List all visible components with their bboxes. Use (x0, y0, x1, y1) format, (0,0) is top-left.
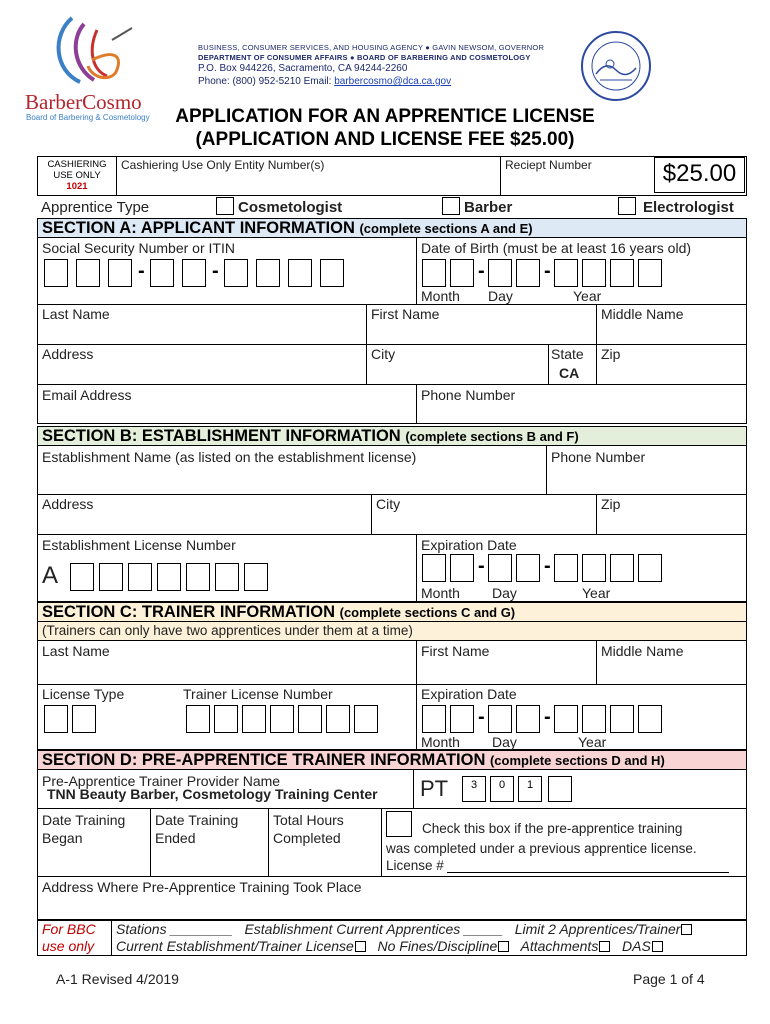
exp-digit[interactable] (516, 554, 540, 582)
trainer-license-digit[interactable] (186, 705, 210, 733)
dob-digit[interactable] (554, 259, 578, 287)
first-name-label: First Name (371, 306, 440, 322)
entity-label: Cashiering Use Only Entity Number(s) (121, 158, 325, 172)
est-address-label: Address (42, 496, 94, 512)
ssn-label: Social Security Number or ITIN (42, 240, 235, 256)
divider (37, 684, 747, 685)
electrologist-label: Electrologist (643, 199, 734, 216)
license-digit[interactable] (128, 563, 152, 591)
logo-subtext: Board of Barbering & Cosmetology (26, 113, 150, 122)
exp-digit[interactable] (422, 554, 446, 582)
trainer-license-digit[interactable] (354, 705, 378, 733)
dob-digit[interactable] (488, 259, 512, 287)
ssn-digit[interactable] (76, 259, 100, 287)
address-label: Address (42, 346, 94, 362)
section-b-sub: (complete sections B and F) (405, 429, 579, 444)
pt-digit[interactable]: 0 (490, 776, 514, 802)
check-text-1: Check this box if the pre-apprentice training (422, 821, 683, 836)
section-c-sub: (complete sections C and G) (339, 605, 516, 620)
divider (381, 808, 382, 876)
trainer-last-name-label: Last Name (42, 643, 110, 659)
dob-year-label: Year (573, 288, 602, 304)
divider (37, 808, 747, 809)
divider (116, 156, 117, 196)
bbc-row-2 (116, 938, 663, 954)
revision-label: A-1 Revised 4/2019 (56, 971, 179, 987)
city-label: City (371, 346, 396, 362)
limit-label: Limit 2 Apprentices/Trainer (514, 921, 681, 937)
current-license-checkbox[interactable] (355, 941, 366, 952)
divider (37, 494, 747, 495)
divider (548, 344, 549, 384)
pt-digit[interactable] (548, 776, 572, 802)
dob-month-label: Month (421, 288, 460, 304)
ssn-digit[interactable] (182, 259, 206, 287)
est-day-label: Day (492, 585, 517, 601)
ssn-digit[interactable] (108, 259, 132, 287)
bbc-label-2: use only (42, 938, 95, 954)
section-d-title: SECTION D: PRE-APPRENTICE TRAINER INFORMATION (42, 751, 486, 769)
divider (546, 446, 547, 494)
divider (596, 304, 597, 384)
trainer-license-type-label: License Type (42, 686, 125, 702)
cashier-label-2: USE ONLY (53, 170, 101, 181)
pt-digit[interactable]: 3 (462, 776, 486, 802)
trainer-license-digit[interactable] (214, 705, 238, 733)
exp-digit[interactable] (638, 705, 662, 733)
current-apprentices-label: Establishment Current Apprentices _____ (244, 921, 504, 937)
trainer-license-number-label: Trainer License Number (183, 686, 333, 702)
provider-label: Pre-Apprentice Trainer Provider Name (42, 773, 281, 789)
section-c-note: (Trainers can only have two apprentices under them at a time) (42, 623, 413, 638)
section-a-title: SECTION A: APPLICANT INFORMATION (42, 219, 355, 237)
exp-digit[interactable] (582, 554, 606, 582)
barber-label: Barber (464, 199, 513, 216)
contact-line (198, 76, 451, 87)
trainer-license-digit[interactable] (298, 705, 322, 733)
divider (500, 156, 501, 196)
exp-digit[interactable] (516, 705, 540, 733)
fee-amount: $25.00 (662, 160, 737, 187)
ssn-dash: - (212, 260, 219, 282)
email-link[interactable]: barbercosmo@dca.ca.gov (334, 76, 452, 87)
phone-prefix: Phone: (800) 952-5210 Email: (198, 76, 332, 87)
dob-digit[interactable] (516, 259, 540, 287)
trainer-first-name-label: First Name (421, 643, 490, 659)
form-title: APPLICATION FOR AN APPRENTICE LICENSE (175, 106, 595, 127)
pt-digit[interactable]: 1 (518, 776, 542, 802)
email-label: Email Address (42, 387, 132, 403)
trainer-exp-label: Expiration Date (421, 686, 517, 702)
license-hash-label: License # (386, 858, 444, 873)
divider (268, 808, 269, 876)
section-d-header (37, 750, 747, 770)
divider (37, 534, 747, 535)
dob-dash: - (544, 260, 551, 282)
pt-prefix: PT (420, 776, 449, 801)
bbc-label-1: For BBC (42, 921, 96, 937)
agency-line: BUSINESS, CONSUMER SERVICES, AND HOUSING AGENCY ● GAVIN NEWSOM, GOVERNOR (198, 43, 545, 52)
trainer-month-label: Month (421, 734, 460, 750)
divider (596, 640, 597, 684)
exp-digit[interactable] (638, 554, 662, 582)
divider (371, 494, 372, 534)
form-subtitle: (APPLICATION AND LICENSE FEE $25.00) (195, 129, 575, 150)
page-number: Page 1 of 4 (633, 971, 705, 987)
cosmetologist-label: Cosmetologist (238, 199, 343, 216)
divider (366, 304, 367, 384)
dob-digit[interactable] (450, 259, 474, 287)
training-address-label: Address Where Pre-Apprentice Training Took Place (42, 879, 362, 895)
est-month-label: Month (421, 585, 460, 601)
est-phone-label: Phone Number (551, 449, 646, 465)
state-seal (580, 30, 652, 102)
exp-digit[interactable] (450, 705, 474, 733)
barber-checkbox[interactable] (442, 197, 460, 215)
date-ended-label: Date Training Ended (155, 812, 239, 846)
receipt-label: Reciept Number (505, 158, 592, 172)
license-hash-line[interactable] (447, 872, 729, 873)
est-city-label: City (376, 496, 401, 512)
dob-label: Date of Birth (must be at least 16 years old) (421, 240, 692, 256)
est-exp-label: Expiration Date (421, 537, 517, 553)
divider (416, 534, 417, 602)
ssn-digit[interactable] (150, 259, 174, 287)
total-hours-label: Total Hours Completed (273, 812, 344, 846)
dob-digit[interactable] (638, 259, 662, 287)
exp-dash: - (478, 706, 485, 728)
date-began-label: Date Training Began (42, 812, 126, 846)
middle-name-label: Middle Name (601, 306, 684, 322)
state-value: CA (559, 365, 580, 381)
exp-digit[interactable] (554, 705, 578, 733)
provider-value: TNN Beauty Barber, Cosmetology Training Center (47, 786, 378, 802)
apprentice-type-label: Apprentice Type (41, 199, 150, 216)
license-digit[interactable] (244, 563, 268, 591)
divider (416, 640, 417, 750)
current-license-label: Current Establishment/Trainer License (116, 938, 354, 954)
est-license-prefix: A (42, 562, 59, 589)
section-a-sub: (complete sections A and E) (359, 221, 533, 236)
trainer-license-digit[interactable] (326, 705, 350, 733)
exp-digit[interactable] (422, 705, 446, 733)
license-digit[interactable] (70, 563, 94, 591)
cosmetologist-checkbox[interactable] (216, 197, 234, 215)
ssn-dash: - (138, 260, 145, 282)
section-b-header (37, 426, 747, 446)
phone-label: Phone Number (421, 387, 516, 403)
cashier-label (38, 159, 116, 192)
section-c-header (37, 602, 747, 622)
exp-dash: - (544, 555, 551, 577)
dept-line: DEPARTMENT OF CONSUMER AFFAIRS ● BOARD OF BARBERING AND COSMETOLOGY (198, 53, 531, 62)
ssn-digit[interactable] (256, 259, 280, 287)
dob-digit[interactable] (610, 259, 634, 287)
logo-text: BarberCosmo (25, 90, 142, 114)
license-digit[interactable] (215, 563, 239, 591)
divider (37, 344, 747, 345)
license-type-digit[interactable] (44, 705, 68, 733)
attachments-label: Attachments (520, 938, 599, 954)
das-label: DAS (622, 938, 651, 954)
section-d-sub: (complete sections D and H) (489, 753, 665, 768)
est-year-label: Year (582, 585, 611, 601)
no-fines-label: No Fines/Discipline (377, 938, 498, 954)
section-c-title: SECTION C: TRAINER INFORMATION (42, 603, 336, 621)
divider (413, 770, 414, 808)
address-line: P.O. Box 944226, Sacramento, CA 94244-2260 (198, 63, 408, 74)
trainer-day-label: Day (492, 734, 517, 750)
divider (150, 808, 151, 876)
stations-label: Stations ________ (116, 921, 233, 937)
exp-digit[interactable] (450, 554, 474, 582)
state-label: State (551, 346, 584, 362)
divider (37, 304, 747, 305)
das-checkbox[interactable] (652, 941, 663, 952)
dob-dash: - (478, 260, 485, 282)
ssn-digit[interactable] (320, 259, 344, 287)
dob-digit[interactable] (582, 259, 606, 287)
trainer-year-label: Year (578, 734, 607, 750)
license-digit[interactable] (157, 563, 181, 591)
exp-dash: - (544, 706, 551, 728)
exp-digit[interactable] (488, 705, 512, 733)
previous-license-checkbox[interactable] (386, 811, 412, 837)
exp-dash: - (478, 555, 485, 577)
license-digit[interactable] (186, 563, 210, 591)
section-b-title: SECTION B: ESTABLISHMENT INFORMATION (42, 427, 401, 445)
electrologist-checkbox[interactable] (618, 197, 636, 215)
section-a-header (37, 218, 747, 238)
dob-digit[interactable] (422, 259, 446, 287)
seal-icon (580, 30, 652, 102)
limit-checkbox[interactable] (681, 924, 692, 935)
exp-digit[interactable] (554, 554, 578, 582)
divider (596, 494, 597, 534)
ssn-digit[interactable] (224, 259, 248, 287)
dob-day-label: Day (488, 288, 513, 304)
license-digit[interactable] (99, 563, 123, 591)
cashier-code: 1021 (66, 181, 88, 192)
trainer-license-digit[interactable] (270, 705, 294, 733)
exp-digit[interactable] (488, 554, 512, 582)
license-type-digit[interactable] (72, 705, 96, 733)
cashier-label-1: CASHIERING (47, 159, 107, 170)
no-fines-checkbox[interactable] (498, 941, 509, 952)
bbc-row-1 (116, 921, 692, 937)
ssn-digit[interactable] (288, 259, 312, 287)
exp-digit[interactable] (610, 554, 634, 582)
check-text-2: was completed under a previous apprentice license. (386, 841, 697, 856)
exp-digit[interactable] (610, 705, 634, 733)
divider (111, 920, 112, 956)
est-name-label: Establishment Name (as listed on the establishment license) (42, 449, 417, 465)
last-name-label: Last Name (42, 306, 110, 322)
logo-icon (22, 10, 152, 90)
est-zip-label: Zip (601, 496, 621, 512)
attachments-checkbox[interactable] (599, 941, 610, 952)
divider (37, 876, 747, 877)
divider (416, 238, 417, 304)
divider (416, 384, 417, 424)
est-license-label: Establishment License Number (42, 537, 236, 553)
trainer-license-digit[interactable] (242, 705, 266, 733)
divider (37, 384, 747, 385)
ssn-digit[interactable] (44, 259, 68, 287)
trainer-middle-name-label: Middle Name (601, 643, 684, 659)
exp-digit[interactable] (582, 705, 606, 733)
zip-label: Zip (601, 346, 621, 362)
